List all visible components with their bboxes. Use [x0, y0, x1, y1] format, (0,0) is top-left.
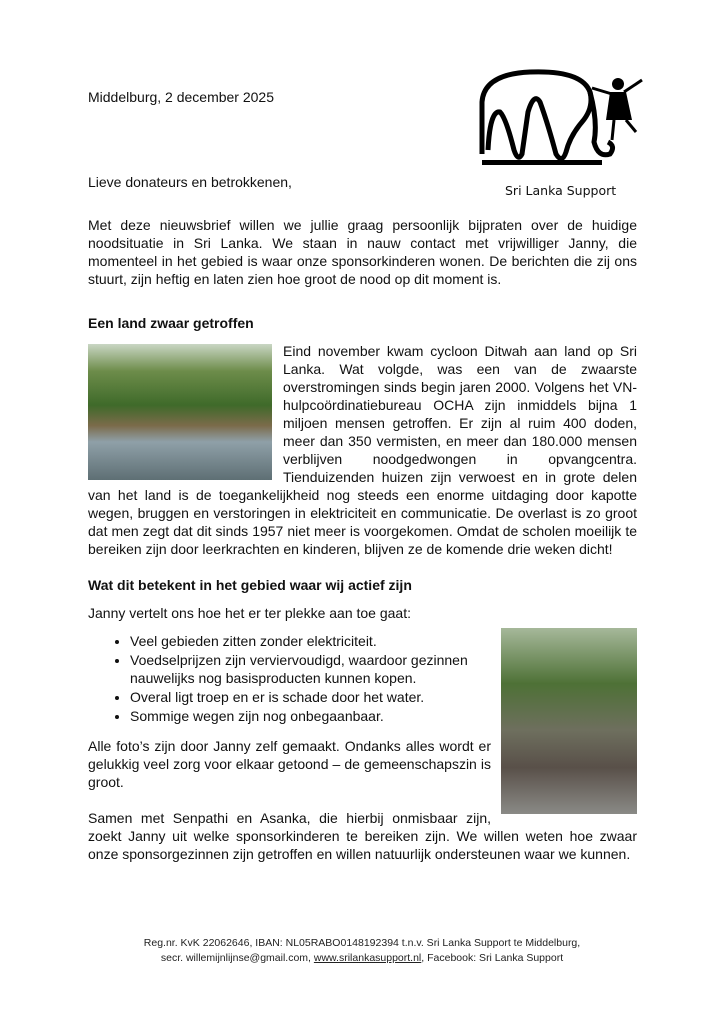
- section-heading-land-getroffen: Een land zwaar getroffen: [88, 315, 254, 331]
- footer-registration: Reg.nr. KvK 22062646, IBAN: NL05RABO0148192394 t.n.v. Sri Lanka Support te Middelburg,: [143, 937, 581, 949]
- list-item: • Voedselprijzen zijn verviervoudigd, waardoor gezinnen nauwelijks nog basisproducten kunnen kopen.: [130, 651, 637, 687]
- logo-text: Sri Lanka Support: [505, 183, 617, 198]
- closing-paragraph: Samen met Senpathi en Asanka, die hierbij onmisbaar zijn, zoekt Janny uit welke sponsorkinderen te bereiken zijn. We willen weten hoe zwaar onze sponsorgezinnen zijn getroffen en willen natuurlijk ondersteunen waar we kunnen.: [88, 810, 637, 862]
- letter-date: Middelburg, 2 december 2025: [88, 89, 275, 105]
- footer: [0, 936, 724, 966]
- list-item: • Overal ligt troep en er is schade door het water.: [130, 688, 637, 706]
- section1-paragraph: Eind november kwam cycloon Ditwah aan land op Sri Lanka. Wat volgde, was een van de zwaarste overstromingen sinds begin jaren 2000. Volgens het VN-hulpcoördinatiebureau OCHA zijn inmiddels bijna 1 miljoen mensen getroffen. Er zijn al ruim 400 doden, meer dan 350 vermisten, en meer dan 180.000 mensen verblijven noodgedwongen in opvangcentra. Tienduizenden huizen zijn verwoest en in grote delen van het land is de toegankelijkheid nog steeds een enorme uitdaging door kapotte wegen, bruggen en verstoringen in elektriciteit en communicatie. De overlast is zo groot dat men zegt dat dit sinds 1957 niet meer is voorgekomen. Omdat de scholen moeilijk te bereiken zijn door leerkrachten en kinderen, blijven ze de komende drie weken dicht!: [88, 343, 637, 557]
- list-item: • Sommige wegen zijn nog onbegaanbaar.: [130, 707, 637, 725]
- flood-photo: [88, 344, 272, 480]
- website-link[interactable]: www.srilankasupport.nl: [313, 952, 422, 964]
- section2-lead: Janny vertelt ons hoe het er ter plekke aan toe gaat:: [88, 605, 411, 621]
- list-item: • Veel gebieden zitten zonder elektriciteit.: [130, 632, 637, 650]
- footer-email: secr. willemijnlijnse@gmail.com,: [160, 952, 314, 964]
- sri-lanka-support-logo: [470, 62, 650, 202]
- letter-body: [88, 216, 637, 881]
- debris-photo: [501, 628, 637, 814]
- footer-facebook: , Facebook: Sri Lanka Support: [421, 952, 564, 964]
- section-heading-gebied: Wat dit betekent in het gebied waar wij actief zijn: [88, 577, 412, 593]
- photos-paragraph: Alle foto’s zijn door Janny zelf gemaakt. Ondanks alles wordt er gelukkig veel zorg voor elkaar getoond – de gemeenschapszin is groot.: [88, 738, 491, 790]
- greeting: Lieve donateurs en betrokkenen,: [88, 174, 292, 190]
- intro-paragraph: Met deze nieuwsbrief willen we jullie graag persoonlijk bijpraten over de huidige noodsituatie in Sri Lanka. We staan in nauw contact met vrijwilliger Janny, die momenteel in het gebied is waar onze sponsorkinderen wonen. De berichten die zij ons stuurt, zijn heftig en laten zien hoe groot de nood op dit moment is.: [88, 217, 637, 287]
